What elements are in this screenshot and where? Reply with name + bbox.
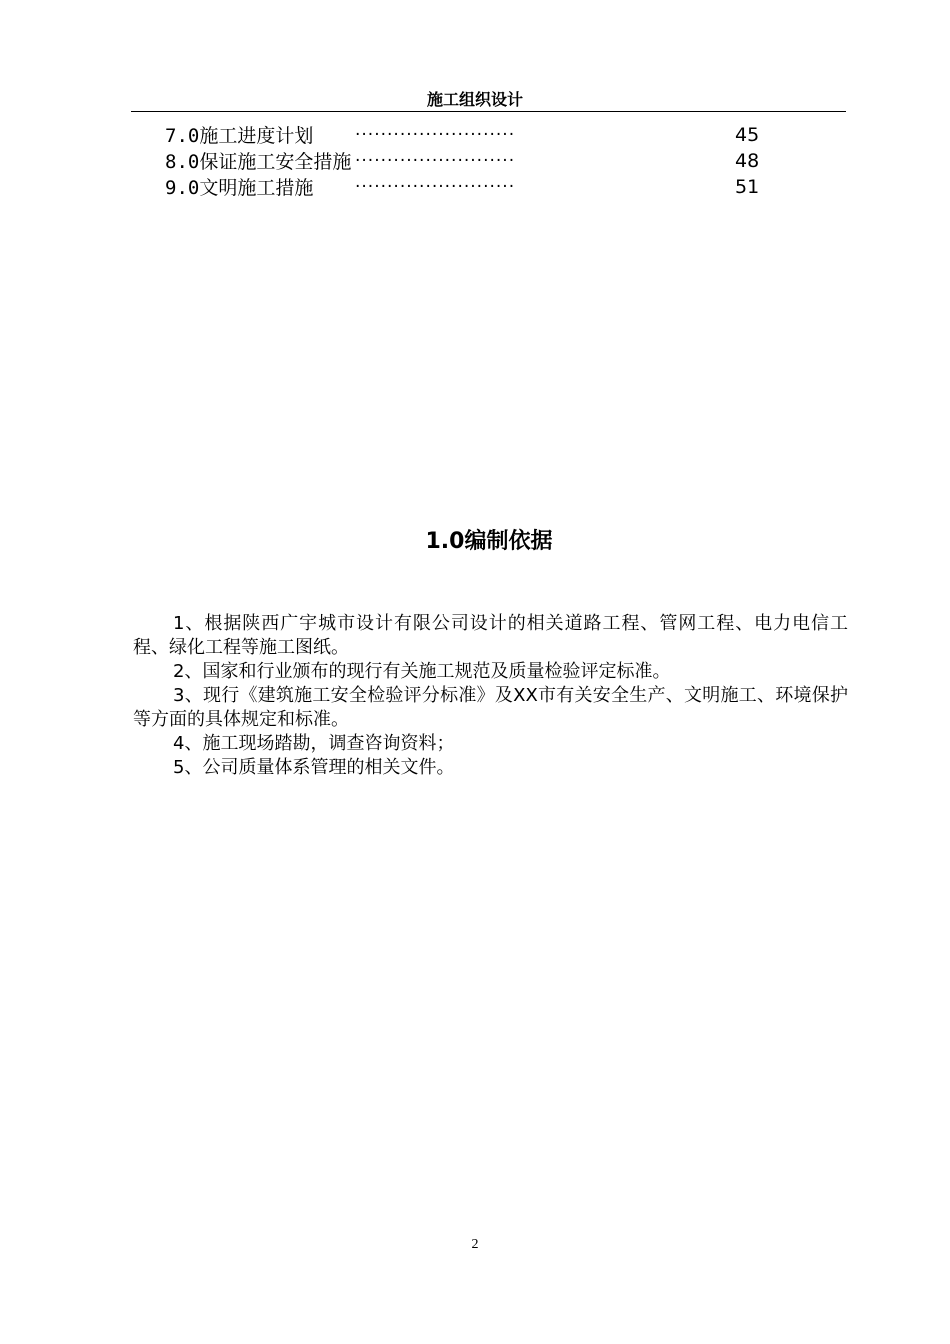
header-divider: [131, 111, 846, 112]
toc-entry-label: 7.0施工进度计划: [165, 125, 314, 147]
toc-leader-dots: ·························: [355, 125, 516, 145]
paragraph: 4、施工现场踏勘，调查咨询资料；: [173, 733, 455, 754]
toc-entry-page: 45: [735, 124, 760, 146]
toc-leader-dots: ·························: [355, 151, 516, 171]
table-of-contents: [165, 122, 765, 200]
toc-entry-page: 51: [735, 176, 760, 198]
paragraph: 3、现行《建筑施工安全检验评分标准》及XX市有关安全生产、文明施工、环境保护等方面的具体规定和标准。: [133, 685, 848, 730]
section-heading: 1.0编制依据: [425, 528, 553, 554]
paragraph: 5、公司质量体系管理的相关文件。: [173, 757, 455, 778]
toc-entry-label: 9.0文明施工措施: [165, 177, 314, 199]
toc-entry[interactable]: [165, 122, 765, 148]
section-body: [133, 612, 848, 780]
toc-leader-dots: ·························: [355, 177, 516, 197]
toc-entry-label: 8.0保证施工安全措施: [165, 151, 352, 173]
toc-entry[interactable]: [165, 174, 765, 200]
page-number: 2: [471, 1237, 479, 1252]
toc-entry[interactable]: [165, 148, 765, 174]
header-title: 施工组织设计: [426, 90, 523, 109]
paragraph: 1、根据陕西广宇城市设计有限公司设计的相关道路工程、管网工程、电力电信工程、绿化工程等施工图纸。: [133, 613, 848, 658]
paragraph: 2、国家和行业颁布的现行有关施工规范及质量检验评定标准。: [173, 661, 671, 682]
toc-entry-page: 48: [735, 150, 760, 172]
